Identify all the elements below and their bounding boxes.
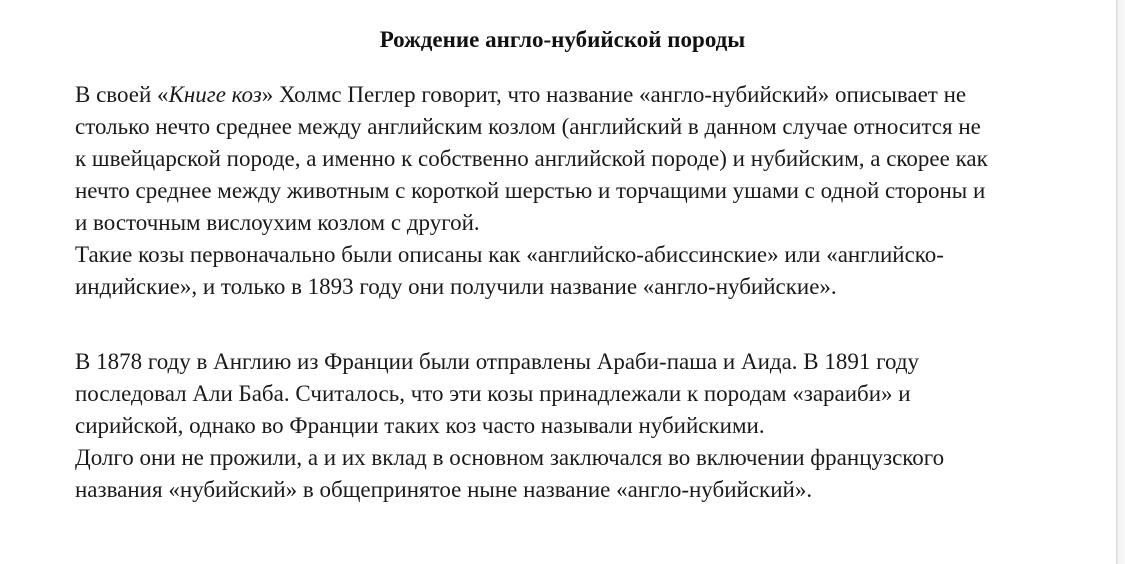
page-edge-shadow: [1116, 0, 1125, 564]
paragraph-1-line-3: к швейцарской породе, а именно к собственно английской породе) и нубийским, а скорее как: [75, 146, 988, 171]
paragraph-2-line-1: В 1878 году в Англию из Франции были отправлены Араби-паша и Аида. В 1891 году: [75, 349, 920, 374]
paragraph-1-line-2: столько нечто среднее между английским козлом (английский в данном случае относится не: [75, 114, 981, 139]
book-title-italic: Книге коз: [168, 82, 262, 107]
line-1-suffix: » Холмс Пеглер говорит, что название «англо-нубийский» описывает не: [261, 82, 967, 107]
line-1-prefix: В своей «: [75, 82, 169, 107]
paragraph-1-line-7: индийские», и только в 1893 году они получили название «англо-нубийские».: [75, 274, 837, 299]
paragraph-1: [75, 79, 1075, 303]
paragraph-1-line-4: нечто среднее между животным с короткой шерстью и торчащими ушами с одной стороны и: [75, 178, 986, 203]
document-title: Рождение англо-нубийской породы: [379, 27, 746, 52]
paragraph-1-line-5: и восточным вислоухим козлом с другой.: [75, 210, 480, 235]
paragraph-2-line-5: названия «нубийский» в общепринятое ныне название «англо-нубийский».: [75, 477, 813, 502]
paragraph-1-line-6: Такие козы первоначально были описаны как «английско-абиссинские» или «английско-: [75, 242, 944, 267]
paragraph-2-line-3: сирийской, однако во Франции таких коз часто называли нубийскими.: [75, 413, 765, 438]
paragraph-1-line-1: [75, 79, 1075, 111]
paragraph-2-line-2: последовал Али Баба. Считалось, что эти козы принадлежали к породам «зараиби» и: [75, 381, 911, 406]
paragraph-2-line-4: Долго они не прожили, а и их вклад в основном заключался во включении французского: [75, 445, 945, 470]
paragraph-2: [75, 346, 1075, 506]
